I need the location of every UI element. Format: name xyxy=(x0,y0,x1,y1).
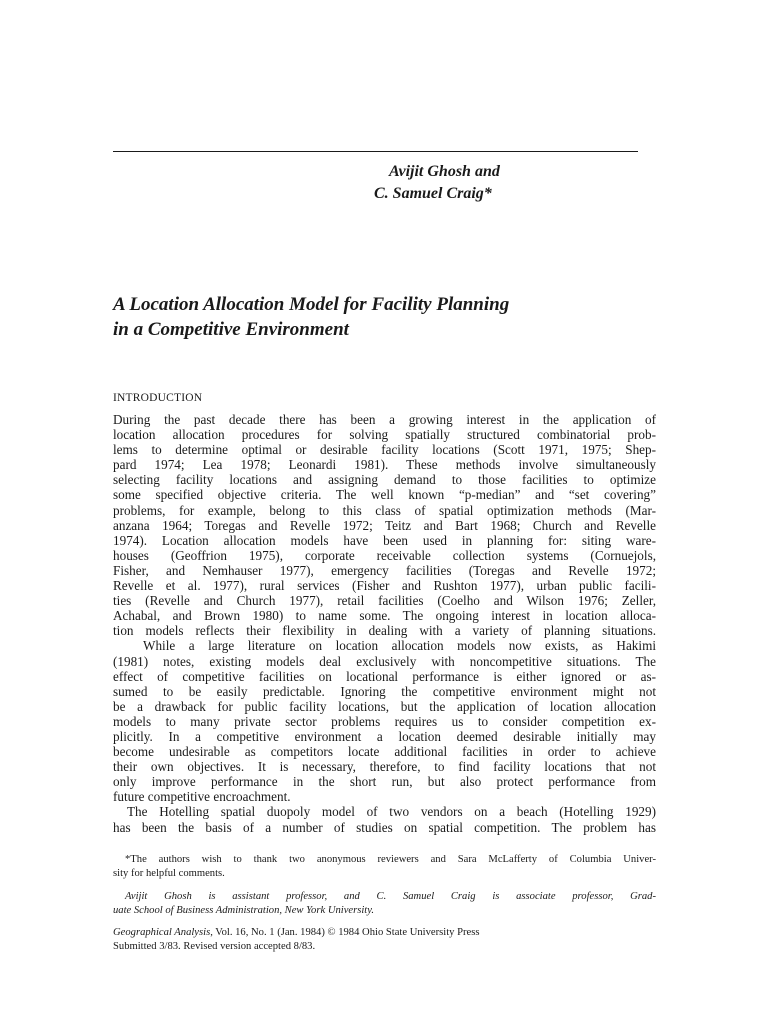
body-line: location allocation procedures for solving spatially structured combinatorial prob- xyxy=(113,427,656,443)
citation-details: , Vol. 16, No. 1 (Jan. 1984) © 1984 Ohio State University Press xyxy=(210,927,480,939)
submission-line: Submitted 3/83. Revised version accepted 8/83. xyxy=(113,940,316,952)
body-line: Fisher, and Nemhauser 1977), emergency facilities (Toregas and Revelle 1972; xyxy=(113,562,656,578)
journal-info xyxy=(113,926,656,953)
body-line: has been the basis of a number of studies on spatial competition. The problem has xyxy=(113,819,656,835)
body-line: their own objectives. It is necessary, therefore, to find facility locations that not xyxy=(113,759,656,775)
citation-line xyxy=(113,926,656,940)
body-line: lems to determine optimal or desirable facility locations (Scott 1971, 1975; Shep- xyxy=(113,442,656,458)
body-line: (1981) notes, existing models deal exclusively with noncompetitive situations. The xyxy=(113,653,656,669)
body-line: During the past decade there has been a growing interest in the application of xyxy=(113,412,656,427)
article-title xyxy=(113,292,653,342)
header-rule xyxy=(113,151,638,152)
body-line: The Hotelling spatial duopoly model of two vendors on a beach (Hotelling 1929) xyxy=(127,804,656,820)
footnote-line: uate School of Business Administration, New York University. xyxy=(113,904,375,916)
body-line: problems, for example, belong to this class of spatial optimization methods (Mar- xyxy=(113,502,656,518)
affiliation-footnote xyxy=(113,890,656,917)
author-line: Avijit Ghosh and xyxy=(389,163,500,180)
body-line: Revelle et al. 1977), rural services (Fisher and Rushton 1977), urban public facili- xyxy=(113,578,656,594)
body-text xyxy=(113,412,656,835)
body-line: future competitive encroachment. xyxy=(113,789,291,805)
author-line: C. Samuel Craig* xyxy=(374,185,492,202)
section-heading: INTRODUCTION xyxy=(113,392,203,404)
body-line: selecting facility locations and assigning demand to those facilities to optimize xyxy=(113,472,656,488)
footnote-line: sity for helpful comments. xyxy=(113,867,225,879)
body-line: 1974). Location allocation models have been used in planning for: siting ware- xyxy=(113,532,656,548)
body-line: plicitly. In a competitive environment a location deemed desirable initially may xyxy=(113,728,656,744)
body-line: Achabal, and Brown 1980) to name some. The ongoing interest in location alloca- xyxy=(113,608,656,624)
body-line: some specified objective criteria. The well known “p-median” and “set covering” xyxy=(113,487,656,503)
body-line: become undesirable as competitors locate additional facilities in order to achieve xyxy=(113,744,656,760)
body-line: pard 1974; Lea 1978; Leonardi 1981). These methods involve simultaneously xyxy=(113,457,656,473)
acknowledgment-footnote xyxy=(113,853,656,880)
body-line: While a large literature on location allocation models now exists, as Hakimi xyxy=(143,638,656,654)
body-line: tion models reflects their flexibility in dealing with a variety of planning situations. xyxy=(113,623,656,639)
journal-name: Geographical Analysis xyxy=(113,927,211,939)
body-line: be a drawback for public facility locations, but the application of location allocation xyxy=(113,698,656,714)
body-line: anzana 1964; Toregas and Revelle 1972; Teitz and Bart 1968; Church and Revelle xyxy=(113,517,656,533)
body-line: only improve performance in the short run, but also protect performance from xyxy=(113,774,656,790)
body-line: effect of competitive facilities on locational performance is either ignored or as- xyxy=(113,668,656,684)
body-line: models to many private sector problems requires us to consider competition ex- xyxy=(113,713,656,729)
title-line: A Location Allocation Model for Facility Planning xyxy=(113,294,510,315)
footnote-line: *The authors wish to thank two anonymous reviewers and Sara McLafferty of Columbia Univer- xyxy=(125,854,656,865)
body-line: sumed to be easily predictable. Ignoring the competitive environment might not xyxy=(113,683,656,699)
footnote-line: Avijit Ghosh is assistant professor, and C. Samuel Craig is associate professor, Grad- xyxy=(125,891,656,903)
author-block xyxy=(374,161,634,205)
body-line: houses (Geoffrion 1975), corporate receivable collection systems (Cornuejols, xyxy=(113,547,656,563)
title-line: in a Competitive Environment xyxy=(113,319,349,340)
body-line: ties (Revelle and Church 1977), retail facilities (Coelho and Wilson 1976; Zeller, xyxy=(113,593,656,609)
footnotes xyxy=(113,853,656,954)
